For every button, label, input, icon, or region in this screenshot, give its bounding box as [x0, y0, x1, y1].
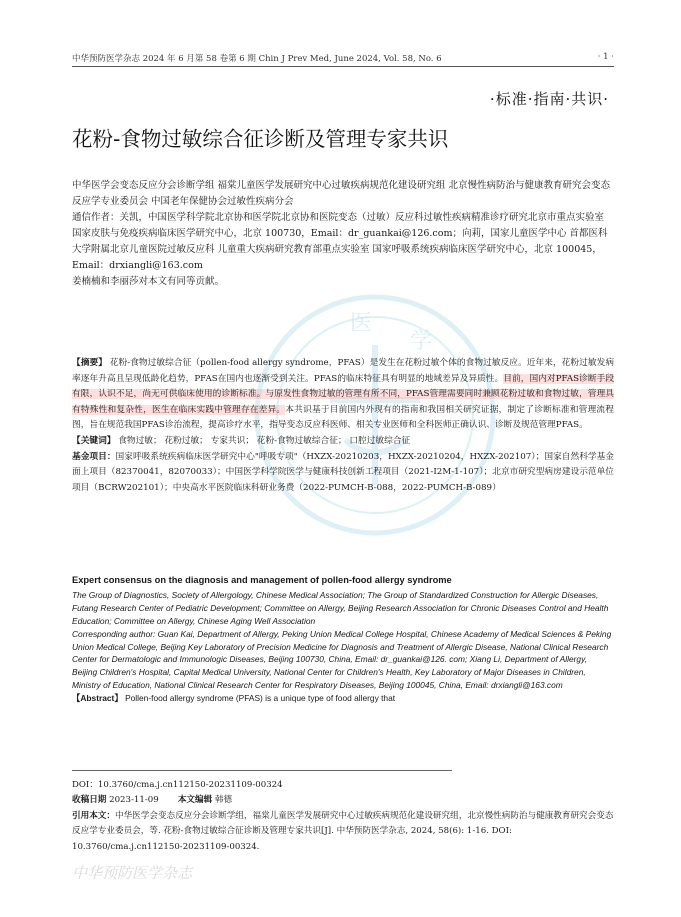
- citation-text: 中华医学会变态反应分会诊断学组，福棠儿童医学发展研究中心过敏疾病规范化建设研究组，北京慢性病防治与健康教育研究会变态反应学专业委员会，等. 花粉-食物过敏综合征诊断及管理专家共识[J]. 中华预防医学杂志, 2024, 58(6): 1-16. DOI: 10.3760/cma.j.cn112150-20231109-00324.: [72, 810, 614, 852]
- abstract-label: 【摘要】: [72, 358, 107, 368]
- footnote-block: [72, 778, 614, 855]
- corresponding-authors: 通信作者：关凯，中国医学科学院北京协和医学院北京协和医院变态（过敏）反应科过敏性疾病精准诊疗研究北京市重点实验室 国家皮肤与免疫疾病临床医学研究中心，北京 100730，Email：dr_guankai@126.com；向莉，国家儿童医学中心 首都医科大学附属北京儿童医院过敏反应科 儿童重大疾病研究教育部重点实验室 国家呼吸系统疾病临床医学研究中心，北京 100045，Email：drxiangli@163.com: [72, 212, 608, 271]
- english-abstract-label: 【Abstract】: [72, 693, 123, 704]
- section-tag: ·标准·指南·共识·: [489, 90, 609, 108]
- english-abstract: [72, 574, 614, 705]
- svg-text:医: 医: [350, 311, 373, 336]
- keywords-label: 【关键词】: [72, 435, 116, 446]
- svg-text:学: 学: [410, 329, 433, 354]
- english-author-groups: The Group of Diagnostics, Society of Allergology, Chinese Medical Association; The Group of Standardized Construction for Allergic Diseases, Futang Research Center of Pediatric Development; Committee on Allergy, Beijing Research Association for Chronic Diseases Control and Health Education; Committee on Allergy, Chinese Aging Well Association: [72, 589, 609, 626]
- page-number: · 1 ·: [597, 52, 614, 62]
- english-correspondence: Corresponding author: Guan Kai, Department of Allergy, Peking Union Medical College Hospital, Chinese Academy of Medical Sciences & Peking Union Medical College, Beijing Key Laboratory of Precision Medicine for Diagnosis and Treatment of Allergic Disease, National Clinical Research Center for Dermatologic and Immunologic Diseases, Beijing 100730, China, Email: dr_guankai@126. com; Xiang Li, Department of Allergy, Beijing Children's Hospital, Capital Medical University, National Center for Children's Health, Key Laboratory of Major Diseases in Children, Ministry of Education, National Clinical Research Center for Respiratory Diseases, Beijing 100045, China, Email: drxiangli@163.com: [72, 628, 612, 691]
- running-header: [72, 52, 614, 64]
- english-abstract-text: Pollen-food allergy syndrome (PFAS) is a unique type of food allergy that: [125, 693, 396, 704]
- equal-contribution-note: 姜楠楠和李丽莎对本文有同等贡献。: [72, 276, 225, 287]
- abstract-highlight: 目前，国内对PFAS诊断手段有限，认识不足，尚无可供临床使用的诊断标准。与原发性食物过敏的管理有所不同，PFAS管理需要同时兼顾花粉过敏和食物过敏，管理具有特殊性和复杂性，医生在临床实践中管理存在差异。: [72, 373, 615, 415]
- journal-logo-watermark: [72, 862, 272, 884]
- doi: DOI：10.3760/cma.j.cn112150-20231109-00324: [72, 780, 283, 790]
- header-rule: [72, 66, 614, 67]
- journal-citation-header: 中华预防医学杂志 2024 年 6 月第 58 卷第 6 期 Chin J Prev Med, June 2024, Vol. 58, No. 6: [72, 54, 442, 64]
- editor-label: 本文编辑: [177, 795, 213, 806]
- chinese-abstract: [72, 356, 614, 496]
- english-title: Expert consensus on the diagnosis and management of pollen-food allergy syndrome: [72, 575, 452, 585]
- editor-name: 韩德: [214, 795, 233, 806]
- svg-text:中华预防医学杂志: 中华预防医学杂志: [72, 864, 193, 882]
- keywords: 食物过敏； 花粉过敏； 专家共识； 花粉-食物过敏综合征； 口腔过敏综合征: [118, 435, 411, 446]
- author-block: [72, 178, 614, 290]
- received-date: 2023-11-09: [109, 795, 159, 806]
- footer-rule: [72, 770, 452, 771]
- funding-label: 基金项目：: [72, 451, 116, 462]
- abstract-text-2: 本共识基于目前国内外现有的指南和我国相关研究证据，制定了诊断标准和管理流程图，旨在规范我国PFAS诊治流程，提高诊疗水平，指导变态反应科医师、相关专业医师和全科医师正确认识、诊断及规范管理PFAS。: [72, 404, 615, 431]
- abstract-text-1: 花粉-食物过敏综合征（pollen-food allergy syndrome，PFAS）是发生在花粉过敏个体的食物过敏反应。近年来，花粉过敏发病率逐年升高且呈现低龄化趋势，PFAS在国内也逐渐受到关注。PFAS的临床特征具有明显的地域差异及异质性。: [72, 358, 615, 384]
- paper-title: 花粉-食物过敏综合征诊断及管理专家共识: [72, 127, 449, 151]
- author-groups: 中华医学会变态反应分会诊断学组 福棠儿童医学发展研究中心过敏疾病规范化建设研究组 北京慢性病防治与健康教育研究会变态反应学专业委员会 中国老年保健协会过敏性疾病分会: [72, 180, 611, 207]
- funding-text: 国家呼吸系统疾病临床医学研究中心"呼吸专项"（HXZX-20210203，HXZX-20210204，HXZX-202107）；国家自然科学基金面上项目（82370041，82070033）；中国医学科学院医学与健康科技创新工程项目（2021-I2M-1-107）；北京市研究型病房建设示范单位项目（BCRW202101）；中央高水平医院临床科研业务费（2022-PUMCH-B-088，2022-PUMCH-B-089）: [72, 451, 614, 493]
- cite-label: 引用本文：: [72, 810, 115, 821]
- received-label: 收稿日期: [72, 795, 107, 806]
